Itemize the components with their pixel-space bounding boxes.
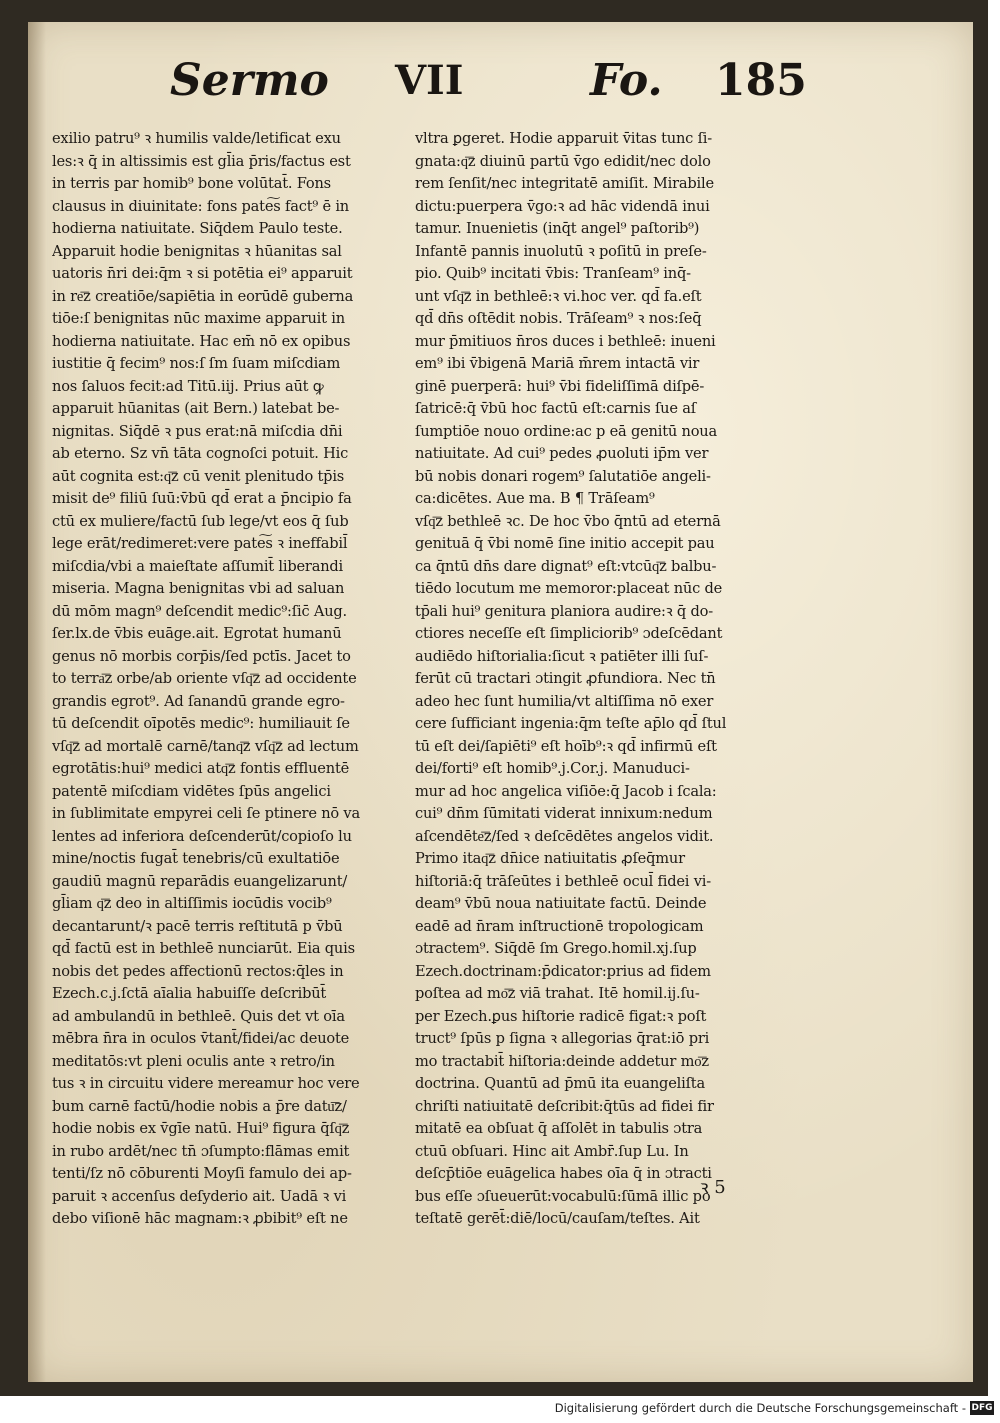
- right-text-column: [415, 128, 810, 1231]
- text-line: hodierna natiuitate. Siq̄dem Paulo teste.: [52, 220, 343, 237]
- text-line: mur p̄mitiuos n̄ros duces i bethleē: inueni: [415, 332, 716, 350]
- text-line: hodie nobis ex v̄gīe natū. Hui⁹ figura q̄ſq͞z: [52, 1120, 350, 1137]
- text-line: decantarunt/ꝛ pacē terris reſtitutā p v̄bū: [52, 917, 343, 935]
- text-line: cere ſufficiant ingenia:q̄m teſte ap̄lo qd̄ ſtul: [415, 715, 727, 732]
- header-numeral: VII: [395, 57, 464, 104]
- text-line: nos ſaluos fecit:ad Titū.iij. Prius aūt ꝙ: [52, 377, 324, 395]
- text-line: chriſti natiuitatē deſcribit:q̄tūs ad fidei fir: [415, 1097, 714, 1115]
- text-line: ca q̄ntū dn̄s dare dignat⁹ eſt:vtcūq͞z balbu-: [415, 557, 717, 575]
- text-line: exilio patru⁹ ꝛ humilis valde/letificat exu: [52, 130, 341, 147]
- text-line: deam⁹ v̄bū noua natiuitate factū. Deinde: [415, 895, 707, 912]
- text-line: hodierna natiuitate. Hac em̄ nō ex opibus: [52, 332, 351, 350]
- text-line: cui⁹ dn̄m ſūmitati viderat innixum:nedum: [415, 805, 713, 822]
- text-line: aūt cognita est:q͞z cū venit plenitudo tp̄is: [52, 467, 345, 485]
- text-line: natiuitate. Ad cui⁹ pedes ꝓuoluti ip̄m ver: [415, 445, 709, 462]
- footer-bar: [0, 1396, 1000, 1423]
- text-line: mo tractabit̄ hiſtoria:deinde addetur mo͞z: [415, 1052, 709, 1070]
- left-text-column: [52, 128, 427, 1231]
- text-line: vltra ꝑgeret. Hodie apparuit v̄itas tunc ſi-: [415, 130, 712, 147]
- text-line: clausus in diuinitate: fons pate͠s fact⁹ ē in: [52, 197, 349, 215]
- signature-mark: ꝛ 5: [700, 1177, 726, 1198]
- text-line: Infantē pannis inuolutū ꝛ poſitū in preſe-: [415, 242, 707, 260]
- text-line: eadē ad n̄ram inſtructionē tropologicam: [415, 917, 704, 935]
- text-line: tū eſt dei/ſapiēti⁹ eſt hoīb⁹:ꝛ qd̄ infirmū eſt: [415, 737, 717, 755]
- text-line: tiēdo locutum me memoror:placeat nūc de: [415, 580, 723, 597]
- text-line: nobis det pedes affectionū rectos:q̄les in: [52, 962, 344, 980]
- text-line: ad ambulandū in bethleē. Quis det vt oīa: [52, 1007, 345, 1025]
- text-line: dictu:puerpera v̄go:ꝛ ad hāc videndā inui: [415, 197, 710, 215]
- text-line: ab eterno. Sz vn̄ tāta cognoſci potuit. Hic: [52, 445, 349, 462]
- header-folio-number: 185: [715, 55, 807, 106]
- text-line: in terris par homib⁹ bone volūtat̄. Fons: [52, 175, 331, 192]
- text-line: truct⁹ ſpūs p ſigna ꝛ allegorias q̄rat:iō pri: [415, 1030, 710, 1047]
- text-line: lentes ad inferiora deſcenderūt/copioſo lu: [52, 827, 352, 845]
- text-line: genus nō morbis corp̄is/ſed pctīs. Jacet to: [52, 647, 351, 665]
- text-line: to terra͞z orbe/ab oriente vſq͞z ad occidente: [52, 670, 357, 687]
- text-line: egrotātis:hui⁹ medici atq͞z fontis effluentē: [52, 760, 350, 777]
- footer-credit: Digitalisierung gefördert durch die Deutsche Forschungsgemeinschaft -: [554, 1401, 966, 1415]
- text-line: gnata:q͞z diuinū partū v̄go edidit/nec dolo: [415, 152, 711, 170]
- text-line: ſer.lx.de v̄bis euāge.ait. Egrotat humanū: [52, 625, 342, 642]
- text-line: apparuit hūanitas (ait Bern.) latebat be-: [52, 400, 340, 417]
- text-line: vſq͞z bethleē ꝛc. De hoc v̄bo q̄ntū ad eternā: [415, 512, 721, 530]
- text-line: em⁹ ibi v̄bigenā Mariā m̄rem intactā vir: [415, 355, 700, 372]
- text-line: tiōe:ſ benignitas nūc maxime apparuit in: [52, 310, 345, 327]
- text-line: genituā q̄ v̄bi nomē ſine initio accepit pau: [415, 535, 715, 552]
- text-line: in rubo ardēt/nec tn̄ ɔſumpto:flāmas emit: [52, 1142, 350, 1160]
- text-line: bū nobis donari rogem⁹ ſalutatiōe angeli-: [415, 467, 711, 485]
- text-line: audiēdo hiſtorialia:ſicut ꝛ patiēter illi ſuſ-: [415, 647, 709, 665]
- text-line: miseria. Magna benignitas vbi ad saluan: [52, 580, 345, 597]
- text-line: debo viſionē hāc magnam:ꝛ ꝓbibit⁹ eſt ne: [52, 1210, 348, 1227]
- text-line: tp̄ali hui⁹ genitura planiora audire:ꝛ q̄ do-: [415, 602, 713, 620]
- text-line: mine/noctis fugat̄ tenebris/cū exultatiōe: [52, 850, 340, 867]
- text-line: Apparuit hodie benignitas ꝛ hūanitas sal: [52, 242, 342, 260]
- text-line: dū mōm magn⁹ deſcendit medic⁹:ſic̄ Aug.: [52, 602, 347, 620]
- text-line: hiſtoriā:q̄ trāſeūtes i bethleē ocul̄ fidei vi-: [415, 872, 711, 890]
- text-line: nignitas. Siq̄dē ꝛ pus erat:nā miſcdia dn̄i: [52, 422, 343, 440]
- text-line: patentē miſcdiam vidētes ſpūs angelici: [52, 782, 331, 800]
- text-line: tamur. Inuenietis (inq̄t angel⁹ paſtorib⁹): [415, 220, 700, 237]
- text-line: les:ꝛ q̄ in altissimis est gl̄ia p̄ris/factus est: [52, 152, 351, 170]
- text-line: misit de⁹ filiū ſuū:v̄bū qd̄ erat a p̄ncipio fa: [52, 490, 352, 507]
- text-line: ferūt cū tractari ɔtingit ꝓfundiora. Nec tn̄: [415, 670, 716, 687]
- text-line: ctuū obſuari. Hinc ait Ambr̄.ſup Lu. In: [415, 1142, 689, 1160]
- text-line: paruit ꝛ accenſus deſyderio ait. Uadā ꝛ vi: [52, 1187, 347, 1205]
- text-line: bum carnē factū/hodie nobis a p̄re datu͞z/: [52, 1097, 347, 1115]
- text-line: ctū ex muliere/factū ſub lege/vt eos q̄ ſub: [52, 512, 349, 530]
- text-line: ginē puerperā: hui⁹ v̄bi fideliſſimā diſpē-: [415, 377, 705, 395]
- text-line: mitatē ea obſuat q̄ aſſolēt in tabulis ɔtra: [415, 1120, 703, 1137]
- text-line: tū deſcendit oīpotēs medic⁹: humiliauit ſe: [52, 715, 350, 732]
- text-line: tenti/ſz nō cōburenti Moyſi famulo dei ap-: [52, 1165, 352, 1182]
- dfg-logo: DFG: [971, 1403, 993, 1413]
- text-line: doctrina. Quantū ad p̄mū ita euangeliſta: [415, 1075, 705, 1092]
- text-line: ſumptiōe nouo ordine:ac p eā genitū noua: [415, 422, 718, 440]
- text-line: meditatōs:vt pleni oculis ante ꝛ retro/in: [52, 1052, 335, 1070]
- text-line: Ezech.c.j.ſctā aīalia habuiſſe deſcribūt̄: [52, 985, 327, 1002]
- text-line: Primo itaq͞z dn̄ice natiuitatis ꝓſeq̄mur: [415, 850, 685, 867]
- text-line: Ezech.doctrinam:p̄dicator:prius ad fidem: [415, 962, 711, 980]
- text-line: rem ſenſit/nec integritatē amiſit. Mirabile: [415, 175, 714, 192]
- text-line: teſtatē gerēt̄:diē/locū/cauſam/teſtes. Ait: [415, 1210, 700, 1227]
- text-line: ca:dicētes. Aue ma. B ¶ Trāſeam⁹: [415, 490, 655, 507]
- text-line: in ſublimitate empyrei celi ſe ptinere nō va: [52, 805, 360, 822]
- text-line: ſatricē:q̄ v̄bū hoc factū eſt:carnis ſue aſ: [415, 400, 696, 417]
- text-line: bus eſſe ɔſueuerūt:vocabulū:ſūmā illic po: [415, 1187, 711, 1205]
- text-line: aſcendēte͞z/ſed ꝛ deſcēdētes angelos vidit.: [415, 827, 714, 845]
- text-line: per Ezech.ꝑus hiſtorie radicē figat:ꝛ poſt: [415, 1007, 707, 1025]
- text-line: gaudiū magnū reparādis euangelizarunt/: [52, 872, 348, 890]
- text-line: vſq͞z ad mortalē carnē/tanq͞z vſq͞z ad lectum: [52, 737, 359, 755]
- text-line: ctiores neceſſe eſt ſimpliciorib⁹ ɔdeſcēdant: [415, 625, 723, 642]
- running-header: [170, 55, 810, 115]
- text-line: dei/forti⁹ eſt homib⁹.j.Cor.j. Manuduci-: [415, 760, 690, 777]
- text-line: unt vſq͞z in bethleē:ꝛ vi.hoc ver. qd̄ fa.eſt: [415, 287, 702, 305]
- text-line: poſtea ad mo͞z viā trahat. Itē homil.ij.ſu-: [415, 985, 700, 1002]
- text-line: lege erāt/redimeret:vere pate͠s ꝛ ineffabil̄: [52, 535, 348, 552]
- text-line: iustitie q̄ fecim⁹ nos:ſ ſm ſuam miſcdiam: [52, 355, 341, 372]
- header-folio-label: Fo.: [590, 55, 663, 106]
- text-line: tus ꝛ in circuitu videre mereamur hoc vere: [52, 1075, 360, 1092]
- text-line: mur ad hoc angelica viſiōe:q̄ Jacob i ſcala:: [415, 782, 717, 800]
- text-line: miſcdia/vbi a maieſtate aſſumit̄ liberandi: [52, 557, 344, 575]
- text-line: uatoris n̄ri dei:q̄m ꝛ si potētia ei⁹ apparuit: [52, 265, 353, 282]
- header-sermo: Sermo: [170, 55, 329, 106]
- text-line: gl̄iam q͞z deo in altiſſimis iocūdis vocib⁹: [52, 895, 332, 912]
- text-line: ɔtractem⁹. Siq̄dē ſm Grego.homil.xj.ſup: [415, 940, 697, 957]
- text-line: qd̄ dn̄s oſtēdit nobis. Trāſeam⁹ ꝛ nos:ſeq̄: [415, 310, 702, 327]
- text-line: pio. Quib⁹ incitati v̄bis: Tranſeam⁹ inq̄-: [415, 265, 691, 282]
- text-line: deſcp̄tiōe euāgelica habes oīa q̄ in ɔtracti: [415, 1165, 712, 1182]
- text-line: adeo hec ſunt humilia/vt altiſſima nō exer: [415, 692, 714, 710]
- text-line: mēbra n̄ra in oculos v̄tant̄/fidei/ac deuote: [52, 1030, 350, 1047]
- text-line: in re͞z creatiōe/sapiētia in eorūdē guberna: [52, 287, 354, 305]
- page-gutter-shadow: [28, 22, 46, 1382]
- text-line: qd̄ factū est in bethleē nunciarūt. Eia quis: [52, 940, 355, 957]
- text-line: grandis egrot⁹. Ad ſanandū grande egro-: [52, 692, 345, 710]
